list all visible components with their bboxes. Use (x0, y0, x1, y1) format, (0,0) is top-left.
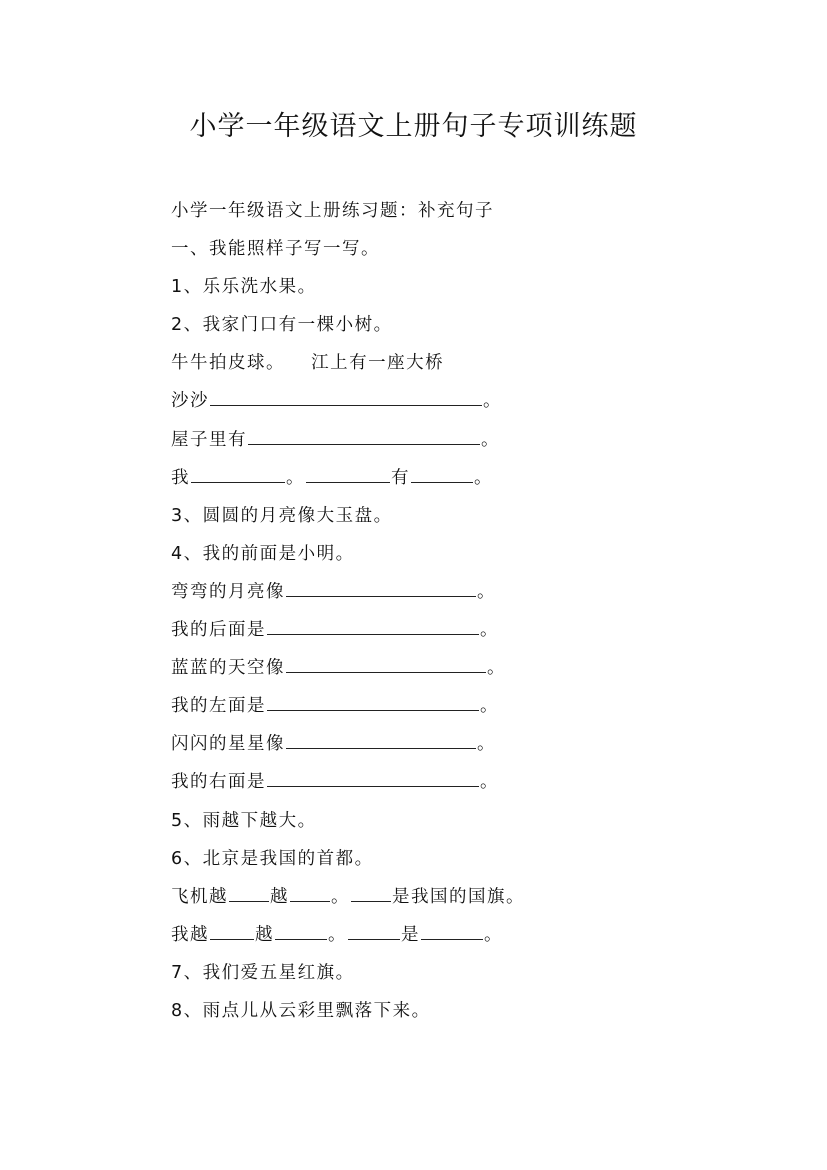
fill-line-9 (171, 767, 771, 805)
answer-blank[interactable] (421, 921, 483, 940)
document-body (171, 196, 771, 1034)
answer-blank[interactable] (411, 464, 473, 483)
fill-line-11 (171, 920, 771, 958)
example-sentence-3: 3、圆圆的月亮像大玉盘。 (171, 505, 393, 526)
fill-line-6 (171, 653, 771, 691)
fill-period: 。 (483, 391, 502, 412)
fill-line-1 (171, 386, 771, 424)
answer-blank[interactable] (267, 692, 479, 711)
fill-prefix: 弯弯的月亮像 (171, 581, 285, 602)
fill-prefix: 沙沙 (171, 391, 209, 412)
answer-blank[interactable] (306, 464, 390, 483)
fill-prefix: 我的右面是 (171, 772, 266, 793)
fill-line-2 (171, 425, 771, 463)
answer-blank[interactable] (290, 883, 330, 902)
example-sentence-8: 8、雨点儿从云彩里飘落下来。 (171, 1000, 431, 1021)
fill-period: 。 (331, 886, 350, 907)
fill-line-3 (171, 463, 771, 501)
answer-blank[interactable] (275, 921, 327, 940)
answer-blank[interactable] (348, 921, 400, 940)
fill-text: 是我国的国旗。 (392, 886, 525, 907)
example-sentence-6: 6、北京是我国的首都。 (171, 848, 374, 869)
answer-blank[interactable] (286, 578, 476, 597)
fill-prefix: 我的左面是 (171, 696, 266, 717)
fill-you: 有 (391, 467, 410, 488)
answer-blank[interactable] (229, 883, 269, 902)
subtitle: 小学一年级语文上册练习题：补充句子 (171, 201, 494, 221)
example-sentence-7: 7、我们爱五星红旗。 (171, 962, 355, 983)
section-heading: 一、我能照样子写一写。 (171, 239, 380, 260)
fill-line-5 (171, 615, 771, 653)
fill-line-10 (171, 882, 771, 920)
fill-line-4 (171, 577, 771, 615)
example-pair-line (171, 348, 771, 386)
answer-blank[interactable] (351, 883, 391, 902)
answer-blank[interactable] (267, 616, 479, 635)
fill-period: 。 (328, 924, 347, 945)
answer-blank[interactable] (210, 921, 254, 940)
fill-prefix: 屋子里有 (171, 429, 247, 450)
fill-line-8 (171, 729, 771, 767)
fill-prefix: 我 (171, 467, 190, 488)
fill-period: 。 (481, 429, 500, 450)
answer-blank[interactable] (286, 730, 476, 749)
answer-blank[interactable] (210, 387, 482, 406)
fill-period: 。 (480, 696, 499, 717)
fill-period: 。 (487, 658, 506, 679)
fill-period: 。 (474, 467, 493, 488)
fill-period: 。 (484, 924, 503, 945)
answer-blank[interactable] (191, 464, 285, 483)
fill-prefix: 蓝蓝的天空像 (171, 658, 285, 679)
fill-text: 是 (401, 924, 420, 945)
fill-period: 。 (286, 467, 305, 488)
example-text-b: 江上有一座大桥 (311, 353, 445, 374)
fill-text: 我越 (171, 924, 209, 945)
fill-text: 飞机越 (171, 886, 228, 907)
answer-blank[interactable] (286, 654, 486, 673)
example-text-a: 牛牛拍皮球。 (171, 353, 285, 374)
fill-text: 越 (255, 924, 274, 945)
fill-period: 。 (480, 772, 499, 793)
example-sentence-5: 5、雨越下越大。 (171, 810, 317, 831)
example-sentence-1: 1、乐乐洗水果。 (171, 277, 317, 298)
fill-prefix: 闪闪的星星像 (171, 734, 285, 755)
answer-blank[interactable] (267, 768, 479, 787)
answer-blank[interactable] (248, 426, 480, 445)
fill-line-7 (171, 691, 771, 729)
fill-period: 。 (480, 620, 499, 641)
fill-period: 。 (477, 581, 496, 602)
example-sentence-4: 4、我的前面是小明。 (171, 543, 355, 564)
fill-period: 。 (477, 734, 496, 755)
fill-text: 越 (270, 886, 289, 907)
page-title: 小学一年级语文上册句子专项训练题 (189, 111, 638, 142)
fill-prefix: 我的后面是 (171, 620, 266, 641)
example-sentence-2: 2、我家门口有一棵小树。 (171, 315, 393, 336)
